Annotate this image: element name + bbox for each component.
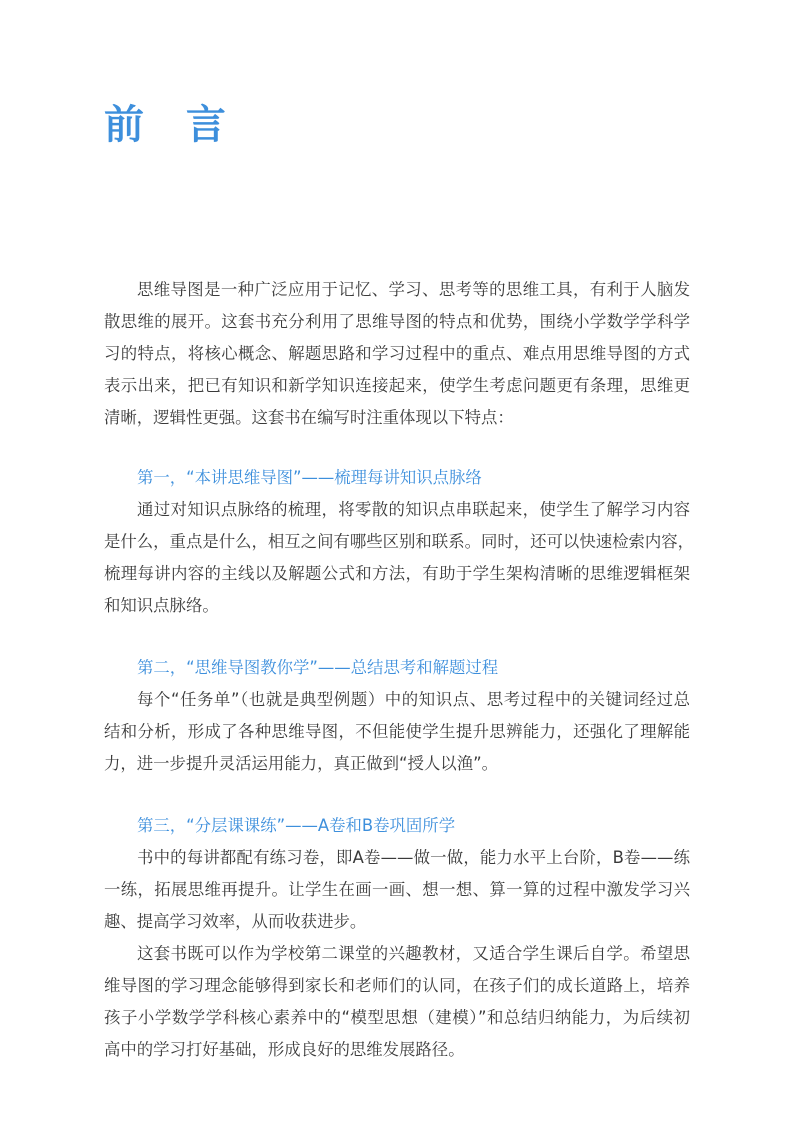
text-line: 这套书既可以作为学校第二课堂的兴趣教材，又适合学生课后自学。希望思 xyxy=(137,944,690,963)
section-heading: 第三，“分层课课练”——A卷和B卷巩固所学 xyxy=(137,816,456,835)
section-heading: 第二，“思维导图教你学”——总结思考和解题过程 xyxy=(137,658,499,677)
text-line: 孩子小学数学学科核心素养中的“模型思想（建模）”和总结归纳能力，为后续初 xyxy=(104,1008,690,1027)
text-line: 是什么，重点是什么，相互之间有哪些区别和联系。同时，还可以快速检索内容， xyxy=(104,532,695,551)
closing-paragraph xyxy=(104,938,690,1066)
page-title: 前 言 xyxy=(104,102,240,148)
section-3 xyxy=(104,810,690,938)
text-line: 每个“任务单”（也就是典型例题）中的知识点、思考过程中的关键词经过总 xyxy=(137,690,690,709)
text-line: 习的特点，将核心概念、解题思路和学习过程中的重点、难点用思维导图的方式 xyxy=(104,344,690,363)
text-line: 结和分析，形成了各种思维导图，不但能使学生提升思辨能力，还强化了理解能 xyxy=(104,722,690,741)
text-line: 思维导图是一种广泛应用于记忆、学习、思考等的思维工具，有利于人脑发 xyxy=(137,280,690,299)
section-2 xyxy=(104,652,690,780)
text-line: 高中的学习打好基础，形成良好的思维发展路径。 xyxy=(104,1040,465,1059)
text-line: 和知识点脉络。 xyxy=(104,596,219,615)
text-line: 趣、提高学习效率，从而收获进步。 xyxy=(104,912,367,931)
text-line: 梳理每讲内容的主线以及解题公式和方法，有助于学生架构清晰的思维逻辑框架 xyxy=(104,564,690,583)
text-line: 书中的每讲都配有练习卷，即A卷——做一做，能力水平上台阶，B卷——练 xyxy=(137,848,690,867)
text-line: 散思维的展开。这套书充分利用了思维导图的特点和优势，围绕小学数学学科学 xyxy=(104,312,690,331)
text-line: 通过对知识点脉络的梳理，将零散的知识点串联起来，使学生了解学习内容 xyxy=(137,500,690,519)
text-line: 清晰，逻辑性更强。这套书在编写时注重体现以下特点： xyxy=(104,408,514,427)
text-line: 力，进一步提升灵活运用能力，真正做到“授人以渔”。 xyxy=(104,754,498,773)
text-line: 表示出来，把已有知识和新学知识连接起来，使学生考虑问题更有条理，思维更 xyxy=(104,376,690,395)
intro-paragraph xyxy=(104,274,690,434)
text-line: 维导图的学习理念能够得到家长和老师们的认同，在孩子们的成长道路上，培养 xyxy=(104,976,690,995)
section-1 xyxy=(104,462,695,622)
section-heading: 第一，“本讲思维导图”——梳理每讲知识点脉络 xyxy=(137,468,482,487)
text-line: 一练，拓展思维再提升。让学生在画一画、想一想、算一算的过程中激发学习兴 xyxy=(104,880,690,899)
